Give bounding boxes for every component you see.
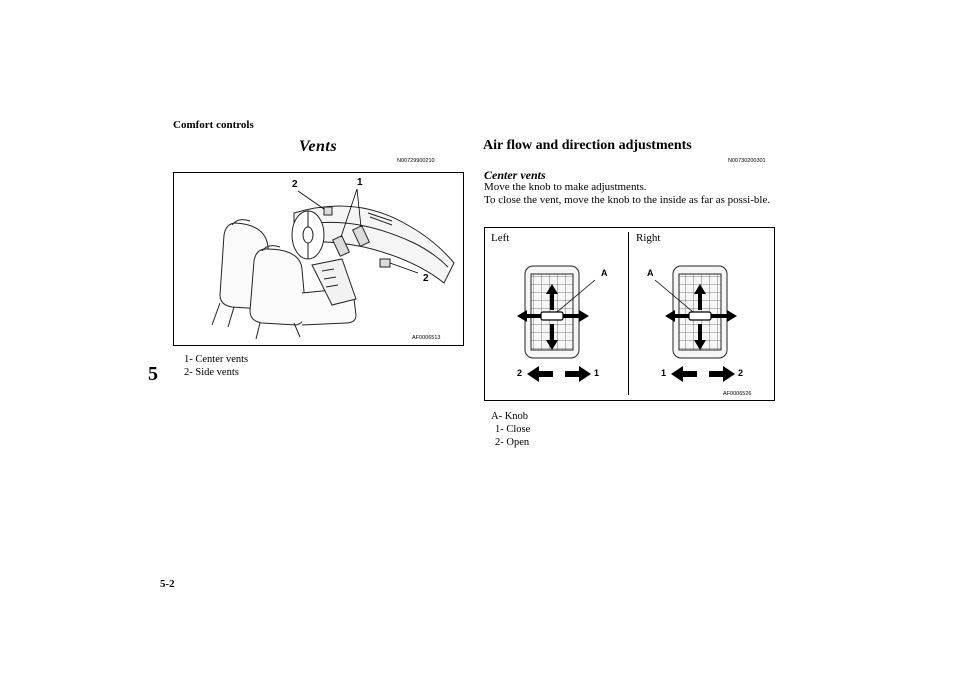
figure-divider bbox=[628, 232, 629, 395]
legend-item: 1- Center vents bbox=[184, 354, 249, 365]
airflow-title: Air flow and direction adjustments bbox=[483, 138, 692, 153]
vents-legend bbox=[184, 353, 248, 379]
center-vents-figure bbox=[484, 227, 775, 401]
running-header: Comfort controls bbox=[173, 119, 254, 131]
arrow-label: 2 bbox=[517, 368, 523, 378]
figure-id: AF0006526 bbox=[723, 391, 752, 397]
page-number: 5-2 bbox=[160, 578, 175, 590]
chapter-tab: 5 bbox=[148, 363, 158, 385]
arrow-label: 2 bbox=[738, 368, 744, 378]
arrow-label: 1 bbox=[661, 368, 667, 378]
knob-marker-left: A bbox=[601, 268, 608, 278]
car-interior-illustration bbox=[174, 173, 463, 345]
legend-item: 2- Open bbox=[495, 437, 530, 448]
vents-figure bbox=[173, 172, 464, 346]
callout-1: 1 bbox=[357, 177, 363, 188]
vents-title: Vents bbox=[299, 138, 338, 155]
figure-id: AF0006513 bbox=[412, 335, 441, 341]
airflow-legend bbox=[491, 410, 530, 449]
arrow-label: 1 bbox=[594, 368, 600, 378]
knob-marker-right: A bbox=[647, 268, 654, 278]
legend-item: 2- Side vents bbox=[184, 367, 239, 378]
callout-2-bottom: 2 bbox=[423, 273, 429, 284]
instruction-line: Move the knob to make adjustments. bbox=[484, 181, 647, 193]
right-label: Right bbox=[636, 232, 661, 244]
left-label: Left bbox=[491, 232, 510, 244]
callout-2-top: 2 bbox=[292, 179, 298, 190]
instruction-line: To close the vent, move the knob to the inside as far as possi-ble. bbox=[484, 193, 771, 206]
legend-item: A- Knob bbox=[491, 411, 529, 422]
center-vents-subheading: Center vents bbox=[484, 168, 546, 182]
legend-item: 1- Close bbox=[495, 424, 531, 435]
vent-direction-illustration bbox=[485, 228, 774, 400]
airflow-code: N00730200301 bbox=[728, 158, 766, 164]
instructions bbox=[484, 181, 773, 206]
vents-code: N00729900210 bbox=[397, 158, 435, 164]
